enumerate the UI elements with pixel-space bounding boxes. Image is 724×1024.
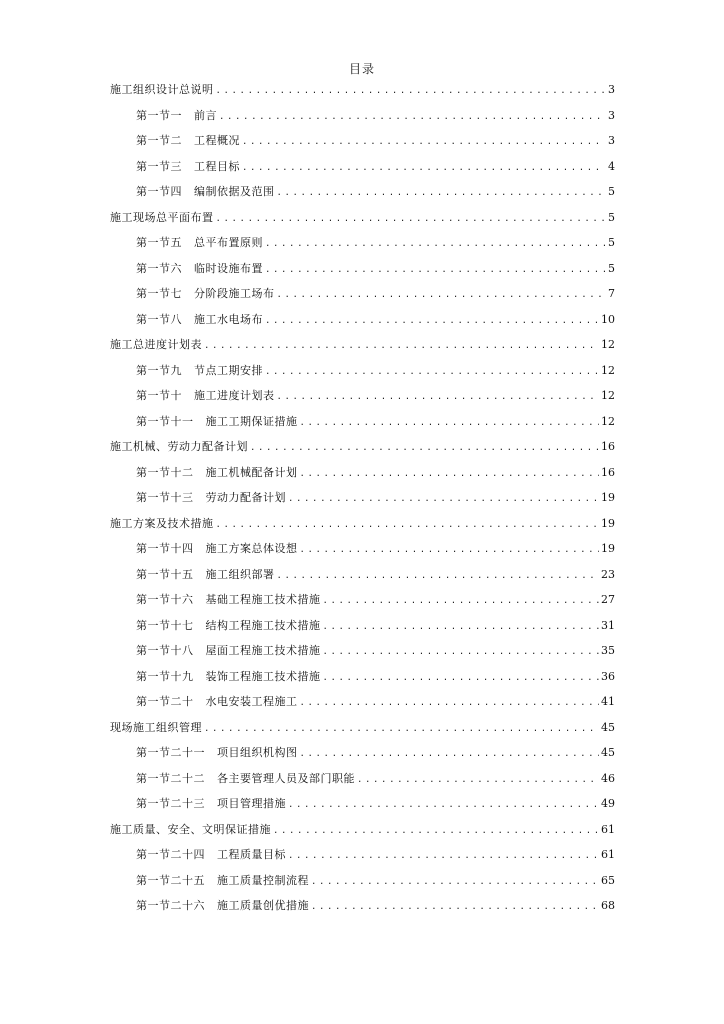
table-of-contents [110,81,615,923]
toc-entry-text: 工程目标 [194,159,240,173]
toc-title: 目录 [348,62,375,76]
toc-entry-text: 工程概况 [194,134,240,147]
toc-dot-leader [265,236,605,252]
toc-entry-number: 第一节二十二 [136,771,205,785]
toc-entry[interactable] [110,872,615,898]
toc-dot-leader [323,670,600,686]
toc-entry-number: 第一节八 [136,312,182,326]
toc-dot-leader [288,491,599,507]
toc-dot-leader [277,568,600,584]
toc-entry-page: 61 [601,848,615,861]
toc-entry[interactable] [110,209,615,235]
toc-entry-page: 19 [601,516,615,530]
toc-dot-leader [204,338,599,354]
toc-entry-text: 水电安装工程施工 [205,695,298,708]
toc-entry-text: 现场施工组织管理 [110,720,202,734]
toc-entry-number: 第一节二十五 [136,873,205,887]
toc-entry-number: 第一节十六 [136,593,194,606]
toc-entry-text: 前言 [194,108,217,122]
toc-entry[interactable] [110,81,615,107]
toc-entry-page: 12 [601,389,615,402]
toc-entry-number: 第一节十 [136,389,182,402]
toc-dot-leader [277,287,606,303]
toc-dot-leader [216,211,606,227]
toc-entry[interactable] [110,744,615,770]
toc-entry-text: 总平布置原则 [194,236,263,249]
toc-entry[interactable] [110,693,615,719]
toc-entry-text: 施工质量、安全、文明保证措施 [110,822,271,836]
toc-entry-number: 第一节三 [136,159,182,173]
toc-dot-leader [323,644,600,660]
toc-entry-text: 施工组织设计总说明 [110,83,214,96]
toc-entry-text: 工程质量目标 [217,848,286,861]
toc-dot-leader [273,823,599,839]
toc-entry[interactable] [110,311,615,337]
toc-entry-text: 屋面工程施工技术措施 [205,644,321,657]
toc-dot-leader [277,185,606,201]
toc-dot-leader [311,874,599,890]
toc-dot-leader [300,415,600,431]
toc-entry-number: 第一节六 [136,261,182,275]
toc-entry-text: 施工机械配备计划 [205,465,298,479]
toc-entry-page: 65 [601,873,615,887]
toc-dot-leader [277,389,600,405]
toc-entry[interactable] [110,158,615,184]
toc-entry-page: 19 [601,491,615,504]
toc-entry-text: 施工总进度计划表 [110,338,202,351]
toc-dot-leader [216,83,606,99]
toc-entry-number: 第一节二十六 [136,899,205,912]
toc-dot-leader [288,797,599,813]
toc-entry-page: 5 [608,185,615,198]
toc-entry-number: 第一节十三 [136,491,194,504]
toc-entry[interactable] [110,107,615,133]
toc-entry-page: 12 [601,338,615,351]
toc-entry-number: 第一节二十 [136,695,194,708]
toc-entry-page: 31 [601,618,615,632]
toc-entry[interactable] [110,591,615,617]
toc-entry[interactable] [110,821,615,847]
toc-dot-leader [204,721,599,737]
toc-entry[interactable] [110,846,615,872]
toc-dot-leader [311,899,599,915]
toc-entry-number: 第一节五 [136,236,182,249]
toc-entry-text: 施工工期保证措施 [205,414,298,428]
toc-entry-page: 68 [601,899,615,912]
toc-entry[interactable] [110,413,615,439]
toc-entry-page: 23 [601,567,615,581]
toc-entry-text: 分阶段施工场布 [194,287,275,300]
toc-entry-page: 16 [601,440,615,453]
toc-entry-page: 3 [608,134,615,147]
toc-entry-page: 10 [601,312,615,326]
toc-entry-page: 16 [601,465,615,479]
toc-entry-number: 第一节十七 [136,618,194,632]
toc-entry-text: 施工现场总平面布置 [110,210,214,224]
toc-entry[interactable] [110,795,615,821]
toc-entry-page: 12 [601,414,615,428]
toc-dot-leader [300,542,600,558]
toc-dot-leader [242,160,605,176]
toc-entry-number: 第一节一 [136,108,182,122]
toc-entry-text: 临时设施布置 [194,261,263,275]
toc-entry-page: 45 [601,720,615,734]
toc-entry[interactable] [110,770,615,796]
toc-dot-leader [216,517,600,533]
toc-entry[interactable] [110,540,615,566]
toc-entry-text: 项目组织机构图 [217,746,298,759]
toc-entry-page: 7 [608,287,615,300]
toc-entry-page: 49 [601,797,615,810]
toc-entry-number: 第一节四 [136,185,182,198]
toc-entry[interactable] [110,260,615,286]
toc-dot-leader [265,262,605,278]
toc-entry-text: 项目管理措施 [217,797,286,810]
toc-dot-leader [265,364,599,380]
toc-entry[interactable] [110,668,615,694]
toc-entry-text: 施工方案及技术措施 [110,516,214,530]
toc-entry[interactable] [110,897,615,923]
toc-entry-page: 46 [601,771,615,785]
toc-entry[interactable] [110,387,615,413]
toc-dot-leader [219,109,605,125]
toc-dot-leader [242,134,605,150]
toc-entry-number: 第一节十五 [136,567,194,581]
toc-entry[interactable] [110,336,615,362]
toc-dot-leader [323,593,600,609]
toc-entry-page: 5 [608,261,615,275]
toc-dot-leader [323,619,600,635]
toc-entry-text: 各主要管理人员及部门职能 [217,771,355,785]
toc-entry-number: 第一节二十四 [136,848,205,861]
toc-entry-number: 第一节十八 [136,644,194,657]
toc-entry-number: 第一节十二 [136,465,194,479]
toc-entry-number: 第一节十一 [136,414,194,428]
toc-dot-leader [265,313,599,329]
toc-entry-number: 第一节二十一 [136,746,205,759]
toc-dot-leader [288,848,599,864]
toc-entry[interactable] [110,566,615,592]
toc-dot-leader [357,772,599,788]
toc-dot-leader [300,695,600,711]
toc-entry-page: 3 [608,108,615,122]
toc-entry-number: 第一节九 [136,363,182,377]
toc-dot-leader [250,440,599,456]
toc-entry[interactable] [110,489,615,515]
toc-entry-page: 27 [601,593,615,606]
toc-entry-text: 基础工程施工技术措施 [205,593,321,606]
toc-entry[interactable] [110,719,615,745]
toc-entry-page: 41 [601,695,615,708]
toc-entry-text: 施工质量创优措施 [217,899,309,912]
toc-entry-text: 施工机械、劳动力配备计划 [110,440,248,453]
toc-entry-page: 19 [601,542,615,555]
toc-entry-page: 36 [601,669,615,683]
toc-entry-text: 施工水电场布 [194,312,263,326]
toc-entry[interactable] [110,234,615,260]
toc-entry[interactable] [110,285,615,311]
toc-entry-number: 第一节二 [136,134,182,147]
toc-entry-page: 45 [601,746,615,759]
toc-entry-text: 编制依据及范围 [194,185,275,198]
toc-entry-page: 5 [608,236,615,249]
toc-entry[interactable] [110,438,615,464]
toc-entry[interactable] [110,642,615,668]
toc-entry[interactable] [110,183,615,209]
toc-entry-page: 35 [601,644,615,657]
toc-entry[interactable] [110,515,615,541]
toc-entry-text: 劳动力配备计划 [205,491,286,504]
toc-entry-page: 4 [608,159,615,173]
toc-entry-page: 12 [601,363,615,377]
toc-entry-text: 施工进度计划表 [194,389,275,402]
toc-dot-leader [300,746,600,762]
toc-entry-page: 3 [608,83,615,96]
toc-entry-number: 第一节二十三 [136,797,205,810]
toc-entry-number: 第一节十四 [136,542,194,555]
toc-entry-text: 结构工程施工技术措施 [205,618,321,632]
toc-entry[interactable] [110,464,615,490]
toc-entry-text: 装饰工程施工技术措施 [205,669,321,683]
toc-entry-page: 61 [601,822,615,836]
toc-entry[interactable] [110,617,615,643]
toc-entry-text: 节点工期安排 [194,363,263,377]
toc-entry[interactable] [110,362,615,388]
toc-entry-number: 第一节七 [136,287,182,300]
toc-entry-number: 第一节十九 [136,669,194,683]
toc-entry-text: 施工方案总体设想 [205,542,298,555]
toc-entry[interactable] [110,132,615,158]
toc-entry-text: 施工组织部署 [205,567,275,581]
toc-entry-text: 施工质量控制流程 [217,873,309,887]
toc-entry-page: 5 [608,210,615,224]
toc-dot-leader [300,466,600,482]
